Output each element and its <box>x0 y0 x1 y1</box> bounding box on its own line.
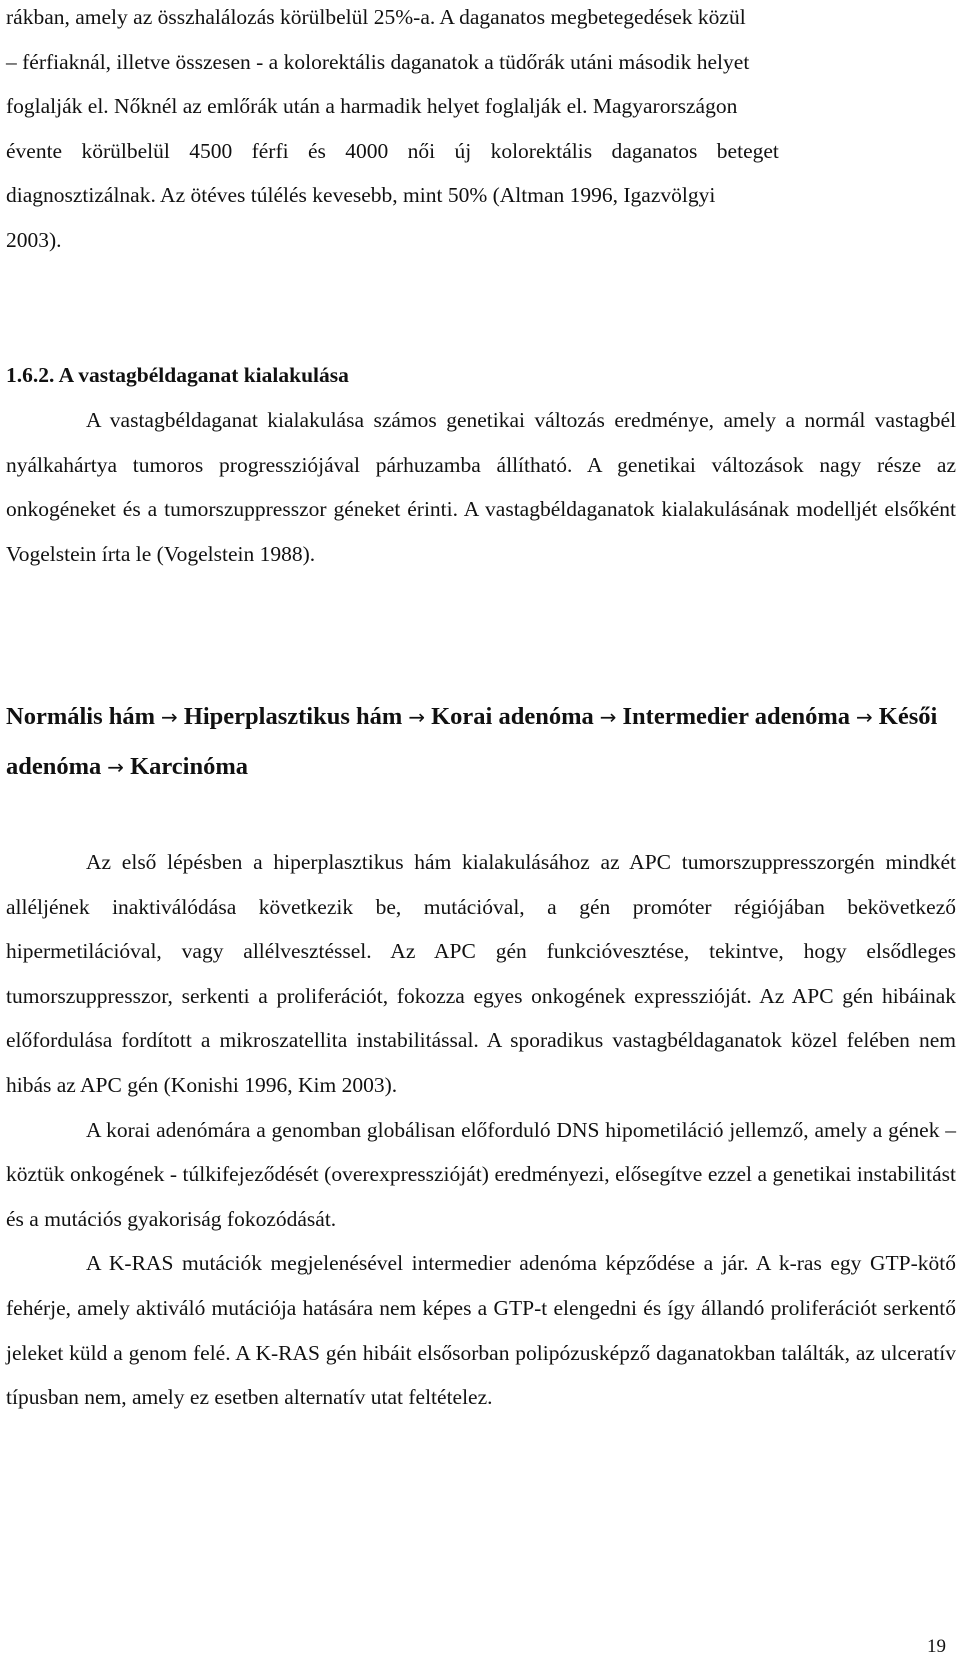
arrow-right-icon: → <box>161 705 178 729</box>
body-paragraph-kras: A K-RAS mutációk megjelenésével intermedier adenóma képződése a jár. A k-ras egy GTP-kötő fehérje, amely aktiváló mutációja hatására nem képes a GTP-t elengedni és így állandó proliferációt serkentő jeleket küld a genom felé. A K-RAS gén hibáit elsősorban polipózusképző daganatokban találták, az ulceratív típusban nem, amely ez esetben alternatív utat feltételez. <box>6 1251 956 1410</box>
intro-line: rákban, amely az összhalálozás körülbelül 25%-a. A daganatos megbetegedések közül <box>6 5 746 29</box>
body-paragraph-early-adenoma: A korai adenómára a genomban globálisan előforduló DNS hipometiláció jellemző, amely a gének – köztük onkogének - túlkifejeződését (overexpresszióját) eredményezi, elősegítve ezzel a genetikai instabilitást és a mutációs gyakoriság fokozódását. <box>6 1117 956 1231</box>
intro-line: diagnosztizálnak. Az ötéves túlélés kevesebb, mint 50% (Altman 1996, Igazvölgyi <box>6 183 716 208</box>
page-number: 19 <box>927 1636 946 1657</box>
progression-step: Korai adenóma <box>431 703 594 730</box>
document-page <box>6 0 956 1410</box>
arrow-right-icon: → <box>599 705 617 729</box>
intro-line: 2003). <box>6 227 62 252</box>
progression-step: Normális hám <box>6 703 156 730</box>
intro-line: – férfiaknál, illetve összesen - a kolorektális daganatok a tüdőrák utáni második helyet <box>6 49 750 74</box>
progression-step: Intermedier adenóma <box>622 703 850 730</box>
body-text <box>6 840 956 1420</box>
intro-line: évente körülbelül 4500 férfi és 4000 női új kolorektális daganatos beteget <box>6 138 779 163</box>
body-paragraph-apc: Az első lépésben a hiperplasztikus hám kialakulásához az APC tumorszuppresszorgén mindkét alléljének inaktiválódása következik be, mutációval, a gén promóter régiójában bekövetkező hipermetilációval, vagy allélvesztéssel. Az APC gén funkcióvesztése, tekintve, hogy elsődleges tumorszuppresszor, serkenti a proliferációt, fokozza egyes onkogének expresszióját. Az APC gén hibáinak előfordulása fordított a mikroszatellita instabilitással. A sporadikus vastagbéldaganatok közel felében nem hibás az APC gén (Konishi 1996, Kim 2003). <box>6 850 956 1097</box>
intro-line: foglalják el. Nőknél az emlőrák után a harmadik helyet foglalják el. Magyarországon <box>6 94 738 119</box>
intro-paragraph <box>6 0 956 263</box>
progression-step: Hiperplasztikus hám <box>183 703 403 730</box>
arrow-right-icon: → <box>856 705 873 729</box>
progression-sequence <box>6 692 956 792</box>
section-heading: 1.6.2. A vastagbéldaganat kialakulása <box>6 363 349 387</box>
section-paragraph: A vastagbéldaganat kialakulása számos genetikai változás eredménye, amely a normál vastagbél nyálkahártya tumoros progressziójával párhuzamba állítható. A genetikai változások nagy része az onkogéneket és a tumorszuppresszor géneket érinti. A vastagbéldaganatok kialakulásának modelljét elsőként Vogelstein írta le (Vogelstein 1988). <box>6 408 956 566</box>
arrow-right-icon: → <box>107 755 125 779</box>
arrow-right-icon: → <box>408 705 426 729</box>
progression-step: Karcinóma <box>130 753 249 780</box>
progression-step: Késői adenóma <box>6 703 938 780</box>
section-body <box>6 398 956 576</box>
